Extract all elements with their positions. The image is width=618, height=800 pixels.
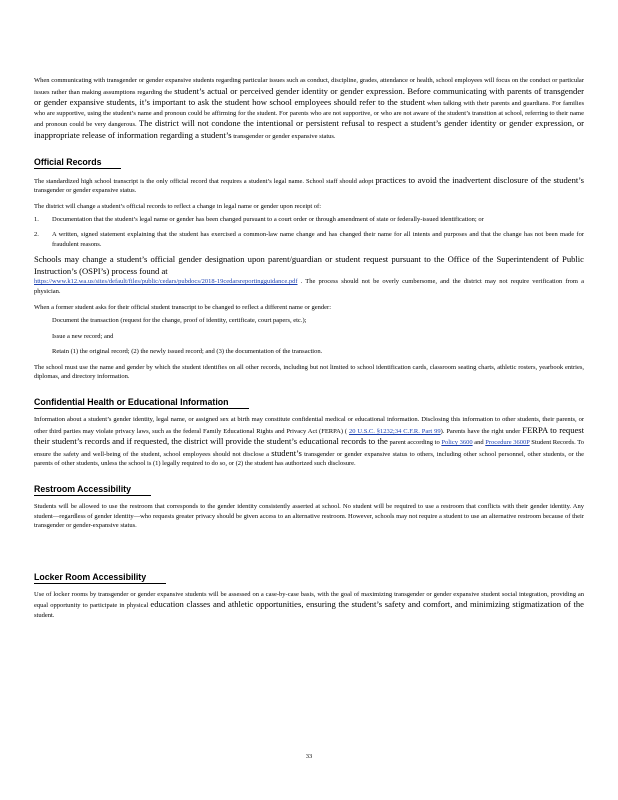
restroom-paragraph: Students will be allowed to use the restroom that corresponds to the gender identity consistently asserted at school. No student will be required to use a restroom that conflicts with their gender identity. Any student—regardless of gender identity—who requests greater privacy should be given access to an alternative restroom. However, schools may not require a student to use an alternative restroom because of their transgender or gender-expansive status. <box>34 503 584 530</box>
bullet-icon <box>34 347 52 357</box>
restroom-heading: Restroom Accessibility <box>34 483 151 496</box>
procedure-3600p-link[interactable]: Procedure 3600P <box>485 439 530 447</box>
policy-3600-link[interactable]: Policy 3600 <box>441 439 473 447</box>
ferpa-cfr-link[interactable]: 20 U.S.C. §1232;34 C.F.R. Part 99 <box>348 427 441 435</box>
ospi-guidance-link[interactable]: https://www.k12.wa.us/sites/default/files/public/cedars/pubdocs/2018-19cedarsreportingguidance.pdf <box>34 278 298 286</box>
list-item: Issue a new record; and <box>34 332 584 342</box>
bullet-icon <box>34 316 52 326</box>
official-records-heading: Official Records <box>34 156 121 169</box>
official-records-paragraph-2: The district will change a student’s official records to reflect a change in legal name or gender upon receipt of: <box>34 202 322 210</box>
list-item: Document the transaction (request for the change, proof of identity, certificate, court papers, etc.); <box>34 316 584 326</box>
page-number: 33 <box>305 753 313 760</box>
official-records-list <box>34 215 584 249</box>
official-records-paragraph-1: The standardized high school transcript is the only official record that requires a student’s legal name. School staff should adopt practices to avoid the inadvertent disclosure of the student’s transgender or gender expansive status. <box>34 174 584 195</box>
list-item: 1. Documentation that the student’s legal name or gender has been changed pursuant to a court order or through amendment of state or federally-issued identification; or <box>34 216 484 224</box>
document-page <box>34 76 584 621</box>
locker-room-heading: Locker Room Accessibility <box>34 571 166 584</box>
other-records-paragraph: The school must use the name and gender by which the student identifies on all other records, including but not limited to school identification cards, classroom seating charts, athletic rosters, yearbook entries, diplomas, and directory information. <box>34 363 584 381</box>
locker-room-paragraph: Use of locker rooms by transgender or gender expansive students will be assessed on a case-by-case basis, with the goal of maximizing transgender or gender expansive student social integration, providing an equal opportunity to participate in physical education classes and athletic opportunities, ensuring the student’s safety and comfort, and minimizing stigmatization of the student. <box>34 590 584 619</box>
intro-paragraph: When communicating with transgender or gender expansive students regarding particular issues such as conduct, discipline, grades, attendance or health, school employees will focus on the conduct or particular issues rather than making assumptions regarding the student’s actual or perceived gender identity or gender expression. Before communicating with parents of transgender or gender expansive students, it’s important to ask the student how school employees should refer to the student when talking with their parents and guardians. For families who are supportive, using the student’s name and pronoun could be affirming for the student. For parents who are not supportive, or who are not aware of the student’s transition at school, referring to their name and pronoun could be very dangerous. The district will not condone the intentional or persistent refusal to respect a student’s gender identity or gender expression, or inappropriate release of information regarding a student’s transgender or gender expansive status. <box>34 77 585 140</box>
transcript-bullets <box>34 316 584 357</box>
list-item: 2. A written, signed statement explaining that the student has exercised a common-law name change and has changed their name for all intents and purposes and that the change has not been made for fraudulent reasons. <box>34 230 584 248</box>
confidential-paragraph: Information about a student’s gender identity, legal name, or assigned sex at birth may constitute confidential medical or educational information. Disclosing this information to other students, their parents, or other third parties may violate privacy laws, such as the federal Family Educational Rights and Privacy Act (FERPA) ( 20 U.S.C. §1232;34 C.F.R. Part 99). Parents have the right under FERPA to request their student’s records and if requested, the district will provide the student’s educational records to the parent according to Policy 3600 and Procedure 3600P Student Records. To ensure the safety and well-being of the student, school employees should not disclose a student’s transgender or gender expansive status to others, including other school personnel, other students, or the parents of other students, unless the school is (1) legally required to do so, or (2) the student has authorized such disclosure. <box>34 416 585 468</box>
former-student-paragraph: When a former student asks for their official student transcript to be changed to reflect a different name or gender: <box>34 303 332 311</box>
bullet-icon <box>34 332 52 342</box>
ospi-paragraph: Schools may change a student’s official gender designation upon parent/guardian or student request pursuant to the Office of the Superintendent of Public Instruction’s (OSPI’s) process found at https://www.k12.wa.us/sites/default/files/public/cedars/pubdocs/2018-19cedarsreportingguidance.pdf . The process should not be overly cumbersome, and the district may not require verification from a physician. <box>34 254 585 295</box>
list-item: Retain (1) the original record; (2) the newly issued record; and (3) the documentation of the transaction. <box>34 347 584 357</box>
confidential-info-heading: Confidential Health or Educational Information <box>34 396 249 409</box>
